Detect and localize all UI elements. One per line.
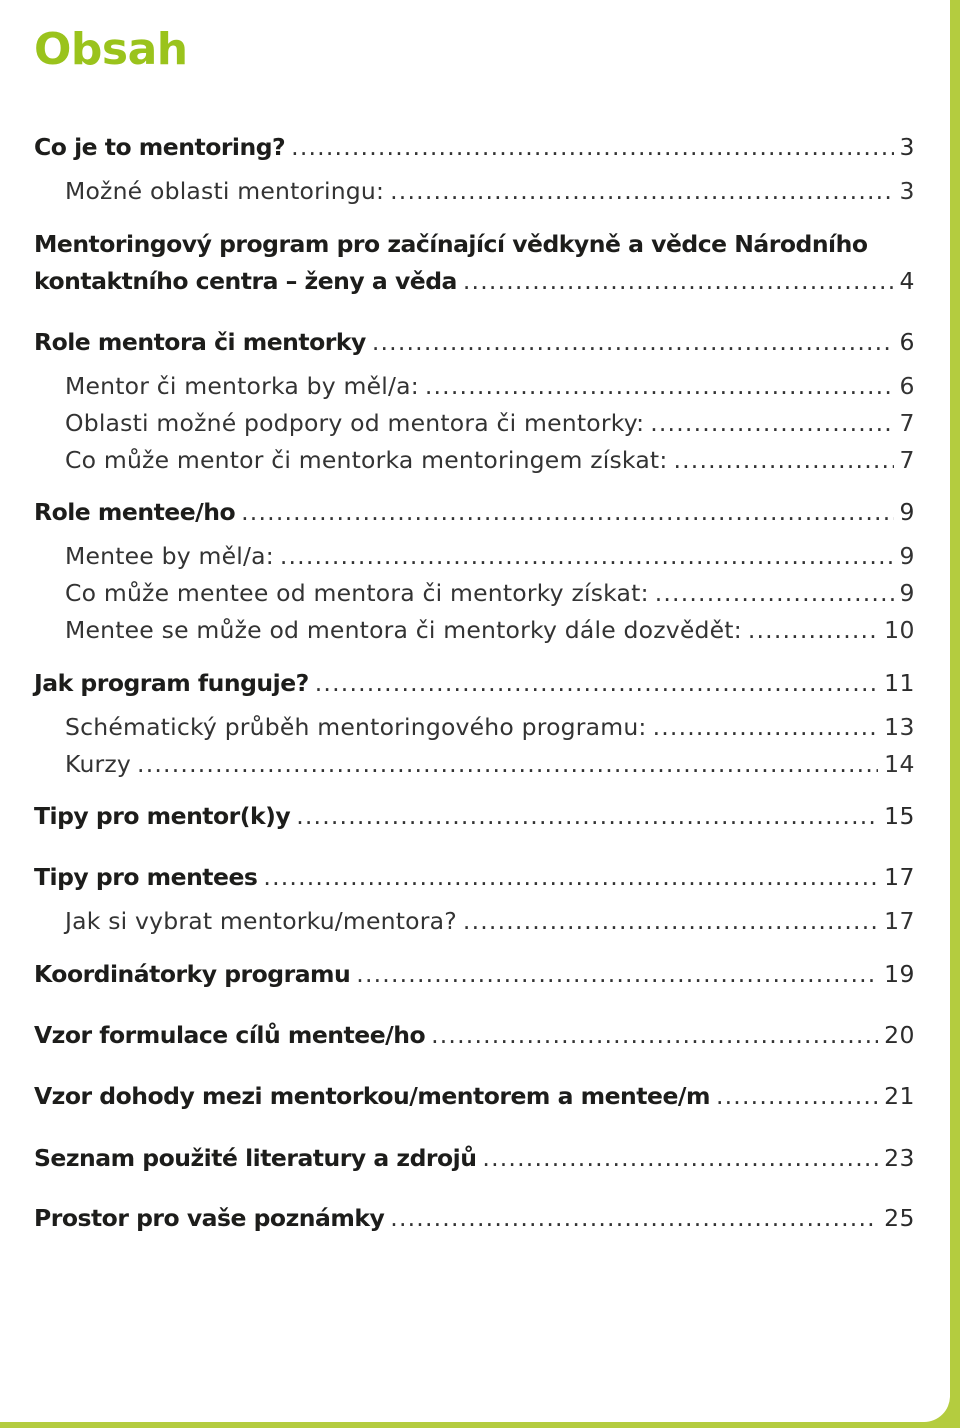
toc-leader-dots bbox=[716, 1081, 878, 1111]
toc-page-number: 9 bbox=[899, 579, 915, 607]
toc-entry-label: Mentee by měl/a: bbox=[65, 542, 274, 570]
toc-page-number: 7 bbox=[899, 446, 915, 474]
toc-page-number: 21 bbox=[884, 1082, 915, 1110]
toc-leader-dots bbox=[263, 862, 878, 892]
toc-entry-label: Mentor či mentorka by měl/a: bbox=[65, 372, 419, 400]
toc-page-number: 13 bbox=[884, 713, 915, 741]
toc-entry[interactable] bbox=[34, 959, 915, 989]
toc-page-number: 6 bbox=[899, 372, 915, 400]
toc-leader-dots bbox=[390, 1203, 878, 1233]
toc-page-number: 9 bbox=[899, 498, 915, 526]
toc-subentry[interactable] bbox=[65, 445, 915, 475]
toc-page-number: 25 bbox=[884, 1204, 915, 1232]
toc-leader-dots bbox=[653, 712, 879, 742]
toc-entry-label: Jak si vybrat mentorku/mentora? bbox=[65, 907, 457, 935]
toc-page-number: 3 bbox=[899, 177, 915, 205]
toc-leader-dots bbox=[390, 176, 893, 206]
toc-leader-dots bbox=[463, 906, 878, 936]
toc-entry-label: Tipy pro mentees bbox=[34, 863, 258, 891]
toc-page-number: 19 bbox=[884, 960, 915, 988]
toc-leader-dots bbox=[372, 327, 894, 357]
toc-subentry[interactable] bbox=[65, 578, 915, 608]
toc-leader-dots bbox=[137, 749, 878, 779]
toc-entry-label: Jak program funguje? bbox=[34, 669, 309, 697]
toc-entry-label: kontaktního centra – ženy a věda bbox=[34, 267, 457, 295]
toc-page-number: 9 bbox=[899, 542, 915, 570]
toc-leader-dots bbox=[748, 615, 878, 645]
toc-subentry[interactable] bbox=[65, 749, 915, 779]
toc-page-number: 15 bbox=[884, 802, 915, 830]
toc-leader-dots bbox=[431, 1020, 878, 1050]
toc-leader-dots bbox=[425, 371, 894, 401]
toc-entry-label: Role mentee/ho bbox=[34, 498, 236, 526]
toc-page-number: 7 bbox=[899, 409, 915, 437]
toc-page-number: 23 bbox=[884, 1144, 915, 1172]
toc-entry[interactable] bbox=[34, 1203, 915, 1233]
toc-leader-dots bbox=[650, 408, 893, 438]
toc-leader-dots bbox=[356, 959, 878, 989]
toc-leader-dots bbox=[655, 578, 894, 608]
toc-entry[interactable] bbox=[34, 668, 915, 698]
toc-page-number: 20 bbox=[884, 1021, 915, 1049]
toc-entry[interactable] bbox=[34, 862, 915, 892]
toc-subentry[interactable] bbox=[65, 371, 915, 401]
toc-entry-label: Schématický průběh mentoringového programu: bbox=[65, 713, 647, 741]
toc-page-number: 11 bbox=[884, 669, 915, 697]
toc-page-number: 17 bbox=[884, 907, 915, 935]
toc-subentry[interactable] bbox=[65, 408, 915, 438]
toc-subentry[interactable] bbox=[65, 906, 915, 936]
toc-page-number: 3 bbox=[899, 133, 915, 161]
toc-entry[interactable] bbox=[34, 1020, 915, 1050]
toc-entry-label: Co může mentee od mentora či mentorky získat: bbox=[65, 579, 649, 607]
toc-leader-dots bbox=[296, 801, 878, 831]
toc-subentry[interactable] bbox=[65, 712, 915, 742]
toc-page-number: 17 bbox=[884, 863, 915, 891]
toc-entry-label: Prostor pro vaše poznámky bbox=[34, 1204, 385, 1232]
toc-entry-label: Co je to mentoring? bbox=[34, 133, 286, 161]
toc-subentry[interactable] bbox=[65, 176, 915, 206]
toc-leader-dots bbox=[482, 1143, 878, 1173]
toc-entry-label: Oblasti možné podpory od mentora či mentorky: bbox=[65, 409, 645, 437]
toc-entry-label: Kurzy bbox=[65, 750, 132, 778]
toc-entry-label: Vzor formulace cílů mentee/ho bbox=[34, 1021, 426, 1049]
toc-entry[interactable] bbox=[34, 1081, 915, 1111]
toc-entry-label: Seznam použité literatury a zdrojů bbox=[34, 1144, 477, 1172]
toc-page-number: 4 bbox=[899, 267, 915, 295]
toc-entry[interactable] bbox=[34, 132, 915, 162]
toc-entry[interactable] bbox=[34, 1143, 915, 1173]
toc-subentry[interactable] bbox=[65, 615, 915, 645]
page-title: Obsah bbox=[34, 24, 188, 75]
toc-entry-label-line1[interactable]: Mentoringový program pro začínající vědkyně a vědce Národního bbox=[34, 230, 868, 258]
toc-entry-label: Vzor dohody mezi mentorkou/mentorem a mentee/m bbox=[34, 1082, 710, 1110]
toc-leader-dots bbox=[241, 497, 893, 527]
toc-entry[interactable] bbox=[34, 327, 915, 357]
toc-leader-dots bbox=[463, 266, 894, 296]
toc-entry-label: Tipy pro mentor(k)y bbox=[34, 802, 291, 830]
toc-entry-label: Role mentora či mentorky bbox=[34, 328, 366, 356]
toc-leader-dots bbox=[280, 541, 894, 571]
toc-page-number: 14 bbox=[884, 750, 915, 778]
toc-page-number: 10 bbox=[884, 616, 915, 644]
toc-entry[interactable] bbox=[34, 497, 915, 527]
toc-page-number: 6 bbox=[899, 328, 915, 356]
toc-subentry[interactable] bbox=[65, 541, 915, 571]
toc-entry[interactable] bbox=[34, 801, 915, 831]
toc-leader-dots bbox=[291, 132, 893, 162]
toc-entry-label: Možné oblasti mentoringu: bbox=[65, 177, 385, 205]
toc-entry[interactable] bbox=[34, 266, 915, 296]
toc-leader-dots bbox=[315, 668, 878, 698]
toc-entry-label: Koordinátorky programu bbox=[34, 960, 351, 988]
toc-entry-label: Co může mentor či mentorka mentoringem získat: bbox=[65, 446, 668, 474]
toc-leader-dots bbox=[673, 445, 893, 475]
toc-entry-label: Mentee se může od mentora či mentorky dále dozvědět: bbox=[65, 616, 742, 644]
